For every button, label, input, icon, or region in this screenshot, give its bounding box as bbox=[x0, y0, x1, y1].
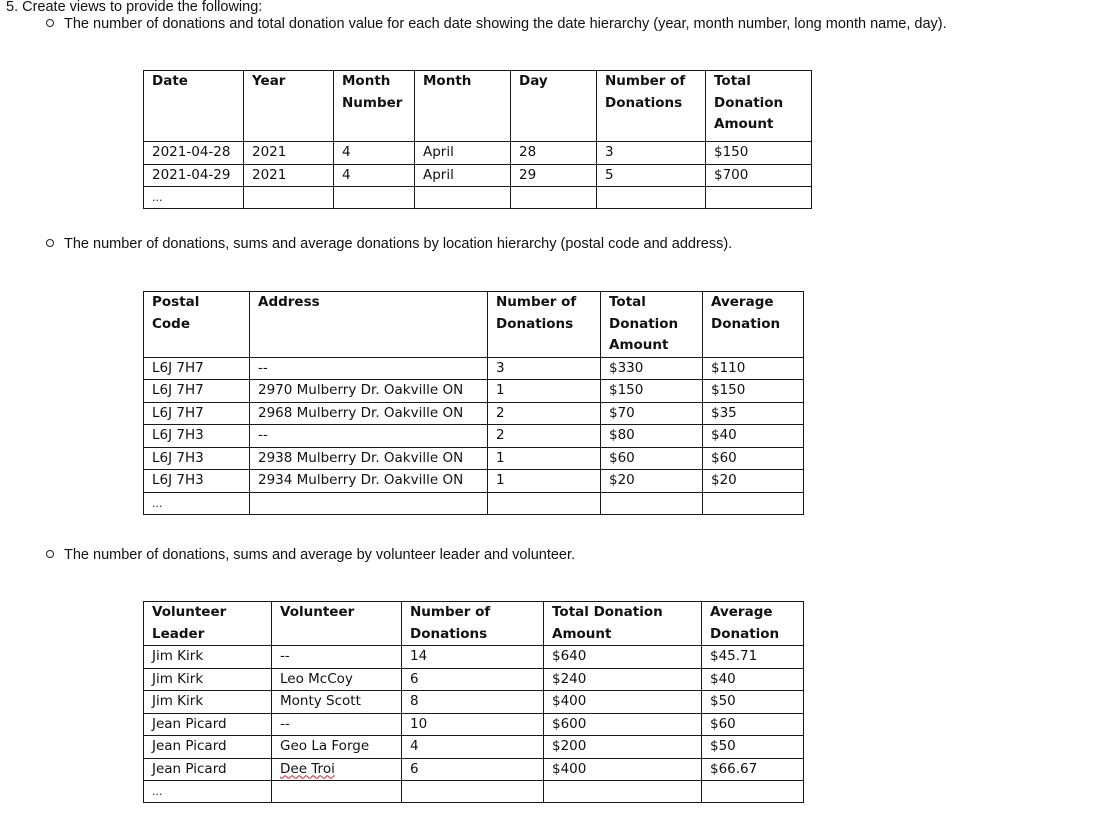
cell-total-donation-amount: $70 bbox=[601, 402, 703, 425]
cell-total-donation-amount: $20 bbox=[601, 470, 703, 493]
cell-month: April bbox=[415, 142, 511, 165]
cell-average-donation: $45.71 bbox=[702, 646, 804, 669]
header-number-of-donations: Number of Donations bbox=[402, 602, 544, 646]
table-row-ellipsis bbox=[144, 492, 804, 514]
cell-address: 2968 Mulberry Dr. Oakville ON bbox=[250, 402, 488, 425]
header-total-donation-amount: Total Donation Amount bbox=[706, 71, 812, 142]
table-header-row bbox=[144, 602, 804, 646]
cell-postal-code: L6J 7H7 bbox=[144, 380, 250, 403]
header-average-donation: Average Donation bbox=[703, 292, 804, 358]
bullet-location-views bbox=[46, 236, 732, 252]
cell-number-of-donations: 1 bbox=[488, 470, 601, 493]
cell-address: 2938 Mulberry Dr. Oakville ON bbox=[250, 447, 488, 470]
cell-total-donation-amount: $150 bbox=[706, 142, 812, 165]
cell-date: 2021-04-28 bbox=[144, 142, 244, 165]
header-year: Year bbox=[244, 71, 334, 142]
cell-total-donation-amount: $80 bbox=[601, 425, 703, 448]
table-row bbox=[144, 736, 804, 759]
table-row-ellipsis bbox=[144, 187, 812, 209]
cell-number-of-donations: 10 bbox=[402, 713, 544, 736]
table-header-row bbox=[144, 71, 812, 142]
cell-total-donation-amount: $60 bbox=[601, 447, 703, 470]
cell-address: 2970 Mulberry Dr. Oakville ON bbox=[250, 380, 488, 403]
cell-ellipsis: ... bbox=[144, 781, 272, 803]
cell-number-of-donations: 6 bbox=[402, 668, 544, 691]
cell-total-donation-amount: $400 bbox=[544, 691, 702, 714]
cell-volunteer-leader: Jean Picard bbox=[144, 736, 272, 759]
header-day: Day bbox=[511, 71, 597, 142]
location-hierarchy-table bbox=[143, 291, 804, 515]
header-postal-code: Postal Code bbox=[144, 292, 250, 358]
cell-postal-code: L6J 7H3 bbox=[144, 470, 250, 493]
bullet-text: The number of donations, sums and average donations by location hierarchy (postal code and address). bbox=[64, 236, 733, 252]
cell-average-donation: $35 bbox=[703, 402, 804, 425]
cell-number-of-donations: 3 bbox=[488, 357, 601, 380]
table-row bbox=[144, 402, 804, 425]
cell-day: 29 bbox=[511, 164, 597, 187]
cell-total-donation-amount: $700 bbox=[706, 164, 812, 187]
bullet-volunteer-views bbox=[46, 547, 575, 563]
cell-month-number: 4 bbox=[334, 142, 415, 165]
table-row bbox=[144, 470, 804, 493]
cell-volunteer-leader: Jim Kirk bbox=[144, 668, 272, 691]
cell-ellipsis: ... bbox=[144, 187, 244, 209]
cell-ellipsis: ... bbox=[144, 492, 250, 514]
header-total-donation-amount: Total Donation Amount bbox=[544, 602, 702, 646]
cell-average-donation: $50 bbox=[702, 736, 804, 759]
table-row bbox=[144, 447, 804, 470]
cell-average-donation: $20 bbox=[703, 470, 804, 493]
cell-year: 2021 bbox=[244, 164, 334, 187]
cell-total-donation-amount: $240 bbox=[544, 668, 702, 691]
bullet-circle-icon bbox=[46, 239, 54, 247]
cell-number-of-donations: 2 bbox=[488, 425, 601, 448]
cell-year: 2021 bbox=[244, 142, 334, 165]
bullet-date-views bbox=[46, 16, 947, 32]
volunteer-table bbox=[143, 601, 804, 803]
cell-postal-code: L6J 7H7 bbox=[144, 357, 250, 380]
date-hierarchy-table bbox=[143, 70, 812, 209]
cell-number-of-donations: 6 bbox=[402, 758, 544, 781]
cell-volunteer-leader: Jim Kirk bbox=[144, 646, 272, 669]
cell-day: 28 bbox=[511, 142, 597, 165]
cell-total-donation-amount: $200 bbox=[544, 736, 702, 759]
table-row bbox=[144, 691, 804, 714]
table-row-ellipsis bbox=[144, 781, 804, 803]
table-row bbox=[144, 646, 804, 669]
bullet-text: The number of donations, sums and average by volunteer leader and volunteer. bbox=[64, 547, 576, 563]
cell-postal-code: L6J 7H3 bbox=[144, 425, 250, 448]
cell-total-donation-amount: $150 bbox=[601, 380, 703, 403]
cell-volunteer-leader: Jean Picard bbox=[144, 758, 272, 781]
cell-postal-code: L6J 7H3 bbox=[144, 447, 250, 470]
header-date: Date bbox=[144, 71, 244, 142]
cell-average-donation: $66.67 bbox=[702, 758, 804, 781]
table-row bbox=[144, 380, 804, 403]
cell-month: April bbox=[415, 164, 511, 187]
cell-average-donation: $40 bbox=[703, 425, 804, 448]
cell-number-of-donations: 4 bbox=[402, 736, 544, 759]
cell-number-of-donations: 8 bbox=[402, 691, 544, 714]
cell-volunteer-leader: Jean Picard bbox=[144, 713, 272, 736]
cell-total-donation-amount: $400 bbox=[544, 758, 702, 781]
cell-volunteer: Leo McCoy bbox=[272, 668, 402, 691]
cell-volunteer: -- bbox=[272, 646, 402, 669]
cell-address: 2934 Mulberry Dr. Oakville ON bbox=[250, 470, 488, 493]
cell-volunteer: Geo La Forge bbox=[272, 736, 402, 759]
header-average-donation: Average Donation bbox=[702, 602, 804, 646]
header-volunteer: Volunteer bbox=[272, 602, 402, 646]
bullet-circle-icon bbox=[46, 550, 54, 558]
header-volunteer-leader: Volunteer Leader bbox=[144, 602, 272, 646]
table-row bbox=[144, 164, 812, 187]
spellcheck-flagged-text: Dee Troi bbox=[280, 760, 335, 777]
table-row bbox=[144, 357, 804, 380]
table-header-row bbox=[144, 292, 804, 358]
cell-date: 2021-04-29 bbox=[144, 164, 244, 187]
table-row bbox=[144, 758, 804, 781]
cell-average-donation: $40 bbox=[702, 668, 804, 691]
cell-address: -- bbox=[250, 357, 488, 380]
cell-average-donation: $60 bbox=[703, 447, 804, 470]
header-month: Month bbox=[415, 71, 511, 142]
header-address: Address bbox=[250, 292, 488, 358]
cell-number-of-donations: 14 bbox=[402, 646, 544, 669]
cell-total-donation-amount: $330 bbox=[601, 357, 703, 380]
cell-number-of-donations: 1 bbox=[488, 447, 601, 470]
table-row bbox=[144, 668, 804, 691]
table-row bbox=[144, 425, 804, 448]
header-number-of-donations: Number of Donations bbox=[488, 292, 601, 358]
cell-volunteer: -- bbox=[272, 713, 402, 736]
cell-average-donation: $110 bbox=[703, 357, 804, 380]
header-month-number: Month Number bbox=[334, 71, 415, 142]
cell-average-donation: $150 bbox=[703, 380, 804, 403]
cell-number-of-donations: 3 bbox=[597, 142, 706, 165]
cell-volunteer: Monty Scott bbox=[272, 691, 402, 714]
cell-average-donation: $50 bbox=[702, 691, 804, 714]
cell-total-donation-amount: $640 bbox=[544, 646, 702, 669]
header-number-of-donations: Number of Donations bbox=[597, 71, 706, 142]
bullet-circle-icon bbox=[46, 19, 54, 27]
cell-month-number: 4 bbox=[334, 164, 415, 187]
cell-number-of-donations: 1 bbox=[488, 380, 601, 403]
table-row bbox=[144, 142, 812, 165]
cell-total-donation-amount: $600 bbox=[544, 713, 702, 736]
header-total-donation-amount: Total Donation Amount bbox=[601, 292, 703, 358]
assignment-heading: 5. Create views to provide the following: bbox=[6, 0, 263, 15]
cell-number-of-donations: 5 bbox=[597, 164, 706, 187]
cell-postal-code: L6J 7H7 bbox=[144, 402, 250, 425]
cell-number-of-donations: 2 bbox=[488, 402, 601, 425]
table-row bbox=[144, 713, 804, 736]
cell-volunteer-leader: Jim Kirk bbox=[144, 691, 272, 714]
cell-average-donation: $60 bbox=[702, 713, 804, 736]
bullet-text: The number of donations and total donation value for each date showing the date hierarchy (year, month number, long month name, day). bbox=[64, 16, 947, 32]
cell-volunteer bbox=[272, 758, 402, 781]
cell-address: -- bbox=[250, 425, 488, 448]
